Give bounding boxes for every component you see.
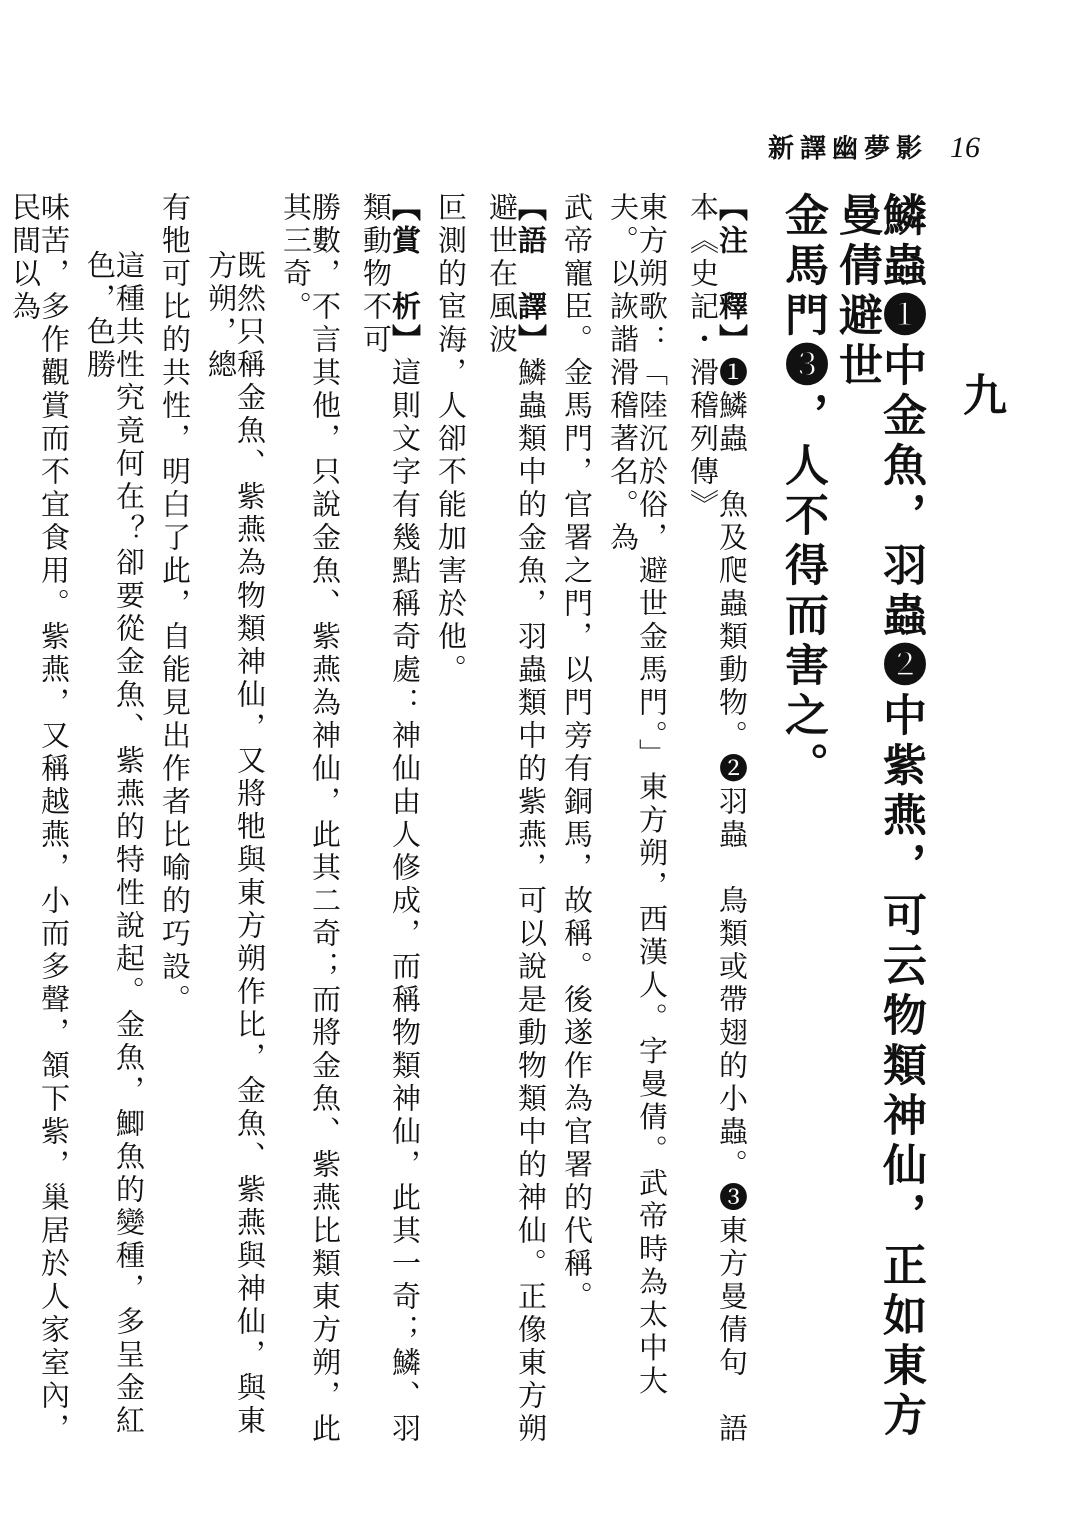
analysis-line-2: 勝數，不言其他，只說金魚、紫燕為神仙，此其二奇；而將金魚、紫燕比類東方朔，此其三奇。 bbox=[279, 192, 342, 1446]
notes-line-3: 武帝寵臣。金馬門，官署之門，以門旁有銅馬，故稱。後遂作為官署的代稱。 bbox=[560, 192, 594, 1314]
notes-label: 【注 釋】 bbox=[715, 192, 749, 357]
notes-line-1 bbox=[686, 192, 749, 1452]
translation-line-2: 叵測的宦海，人卻不能加害於他。 bbox=[434, 192, 468, 687]
translation-text-1: 鱗蟲類中的金魚，羽蟲類中的紫燕，可以說是動物類中的神仙。正像東方朔避世在風波 bbox=[485, 192, 548, 1446]
analysis-line-4: 有牠可比的共性，明白了此，自能見出作者比喻的巧設。 bbox=[158, 192, 192, 1017]
notes-text-1: ❶鱗蟲 魚及爬蟲類動物。❷羽蟲 鳥類或帶翅的小蟲。❸東方曼倩句 語本《史記・滑稽列傳》 bbox=[686, 192, 749, 1446]
page-number: 16 bbox=[950, 131, 980, 164]
analysis-line-3: 既然只稱金魚、紫燕為物類神仙，又將牠與東方朔作比，金魚、紫燕與神仙，與東方朔，總 bbox=[204, 250, 267, 1438]
analysis-line-5: 這種共性究竟何在？卻要從金魚、紫燕的特性說起。金魚，鯽魚的變種，多呈金紅色，色勝 bbox=[83, 250, 146, 1438]
analysis-line-6: 味苦，多作觀賞而不宜食用。紫燕，又稱越燕，小而多聲，頷下紫，巢居於人家室內，民間以為 bbox=[8, 192, 71, 1446]
vertical-text-body bbox=[8, 192, 1006, 1452]
analysis-line-1 bbox=[359, 192, 422, 1452]
analysis-text-1: 這則文字有幾點稱奇處：神仙由人修成，而稱物類神仙，此其一奇；鱗、羽類動物不可 bbox=[359, 192, 422, 1446]
main-text-line-1: 鱗蟲❶中金魚，羽蟲❷中紫燕，可云物類神仙，正如東方曼倩避世 bbox=[831, 192, 926, 1442]
main-text-line-2: 金馬門❸，人不得而害之。 bbox=[777, 192, 828, 792]
running-title: 新譯幽夢影 bbox=[767, 134, 928, 164]
analysis-label: 【賞 析】 bbox=[388, 192, 422, 357]
notes-line-2: 東方朔歌：「陸沉於俗，避世金馬門。」東方朔，西漢人。字曼倩。武帝時為太中大夫。以詼諧滑稽著名。為 bbox=[606, 192, 669, 1399]
translation-label: 【語 譯】 bbox=[514, 192, 548, 357]
chapter-number: 九 bbox=[955, 372, 1006, 420]
translation-line-1 bbox=[485, 192, 548, 1452]
page-header bbox=[768, 128, 980, 165]
